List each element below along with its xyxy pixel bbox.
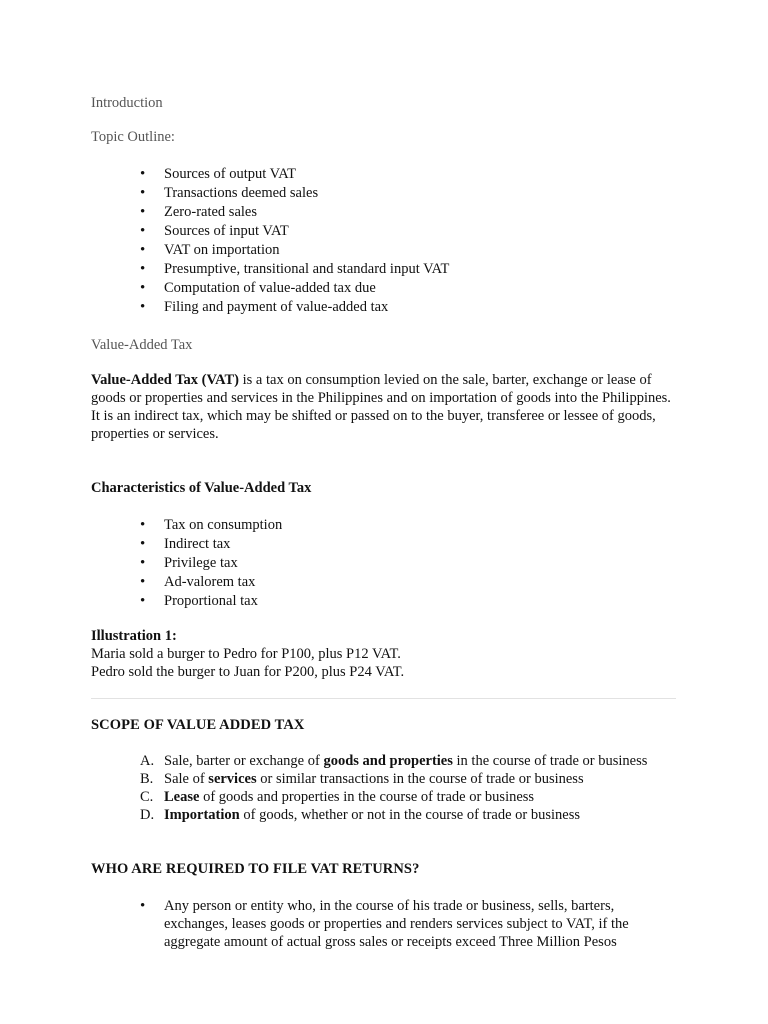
- intro-heading: Introduction: [91, 95, 163, 111]
- scope-item-text: Sale, barter or exchange of: [164, 753, 324, 769]
- scope-heading: SCOPE OF VALUE ADDED TAX: [91, 717, 305, 733]
- outline-item: • Filing and payment of value-added tax: [140, 298, 449, 317]
- characteristics-list: [140, 516, 282, 611]
- vat-section-heading: Value-Added Tax: [91, 337, 193, 353]
- vat-definition: [91, 371, 681, 443]
- section-divider: [91, 698, 676, 699]
- scope-item-marker: D.: [140, 807, 155, 823]
- outline-item: • Computation of value-added tax due: [140, 279, 449, 298]
- outline-item: • Sources of input VAT: [140, 222, 449, 241]
- scope-item: [140, 788, 647, 806]
- scope-list: [140, 752, 647, 824]
- scope-item-marker: A.: [140, 753, 155, 769]
- scope-item-text: Sale of: [164, 771, 209, 787]
- who-files-list: [140, 897, 660, 951]
- scope-item: [140, 770, 647, 788]
- scope-item-bold: Importation: [164, 807, 240, 823]
- scope-item-bold: Lease: [164, 789, 200, 805]
- vat-definition-text: is a tax on consumption levied on the sale, barter, exchange or lease of goods or properties and services in the Philippines and on importation of goods into the Philippines. It is an indirect tax, which may be shifted or passed on to the buyer, transferee or lessee of goods, properties or services.: [91, 372, 671, 442]
- scope-item: [140, 752, 647, 770]
- characteristic-item: • Privilege tax: [140, 554, 282, 573]
- outline-item: • Sources of output VAT: [140, 165, 449, 184]
- illustration-block: [91, 627, 404, 681]
- who-files-item: • Any person or entity who, in the course of his trade or business, sells, barters, exchanges, leases goods or properties and renders services subject to VAT, if the aggregate amount of actual gross sales or receipts exceed Three Million Pesos: [140, 897, 660, 951]
- scope-item-marker: C.: [140, 789, 154, 805]
- outline-item: • VAT on importation: [140, 241, 449, 260]
- outline-item: • Zero-rated sales: [140, 203, 449, 222]
- who-files-heading: WHO ARE REQUIRED TO FILE VAT RETURNS?: [91, 861, 420, 877]
- characteristic-item: • Proportional tax: [140, 592, 282, 611]
- scope-item-text: of goods and properties in the course of trade or business: [199, 789, 535, 805]
- scope-item-bold: goods and properties: [323, 753, 453, 769]
- illustration-line: Maria sold a burger to Pedro for P100, plus P12 VAT.: [91, 646, 401, 662]
- outline-item: • Transactions deemed sales: [140, 184, 449, 203]
- scope-item-text: or similar transactions in the course of trade or business: [256, 771, 584, 787]
- characteristic-item: • Ad-valorem tax: [140, 573, 282, 592]
- illustration-title: Illustration 1:: [91, 628, 177, 644]
- vat-definition-term: Value-Added Tax (VAT): [91, 372, 240, 388]
- scope-item: [140, 806, 647, 824]
- scope-item-bold: services: [208, 771, 257, 787]
- topic-outline-list: [140, 165, 449, 317]
- illustration-line: Pedro sold the burger to Juan for P200, plus P24 VAT.: [91, 664, 405, 680]
- scope-item-text: of goods, whether or not in the course of trade or business: [239, 807, 581, 823]
- topic-outline-heading: Topic Outline:: [91, 129, 175, 145]
- characteristics-heading: Characteristics of Value-Added Tax: [91, 480, 312, 496]
- outline-item: • Presumptive, transitional and standard input VAT: [140, 260, 449, 279]
- characteristic-item: • Indirect tax: [140, 535, 282, 554]
- characteristic-item: • Tax on consumption: [140, 516, 282, 535]
- scope-item-marker: B.: [140, 771, 154, 787]
- scope-item-text: in the course of trade or business: [452, 753, 648, 769]
